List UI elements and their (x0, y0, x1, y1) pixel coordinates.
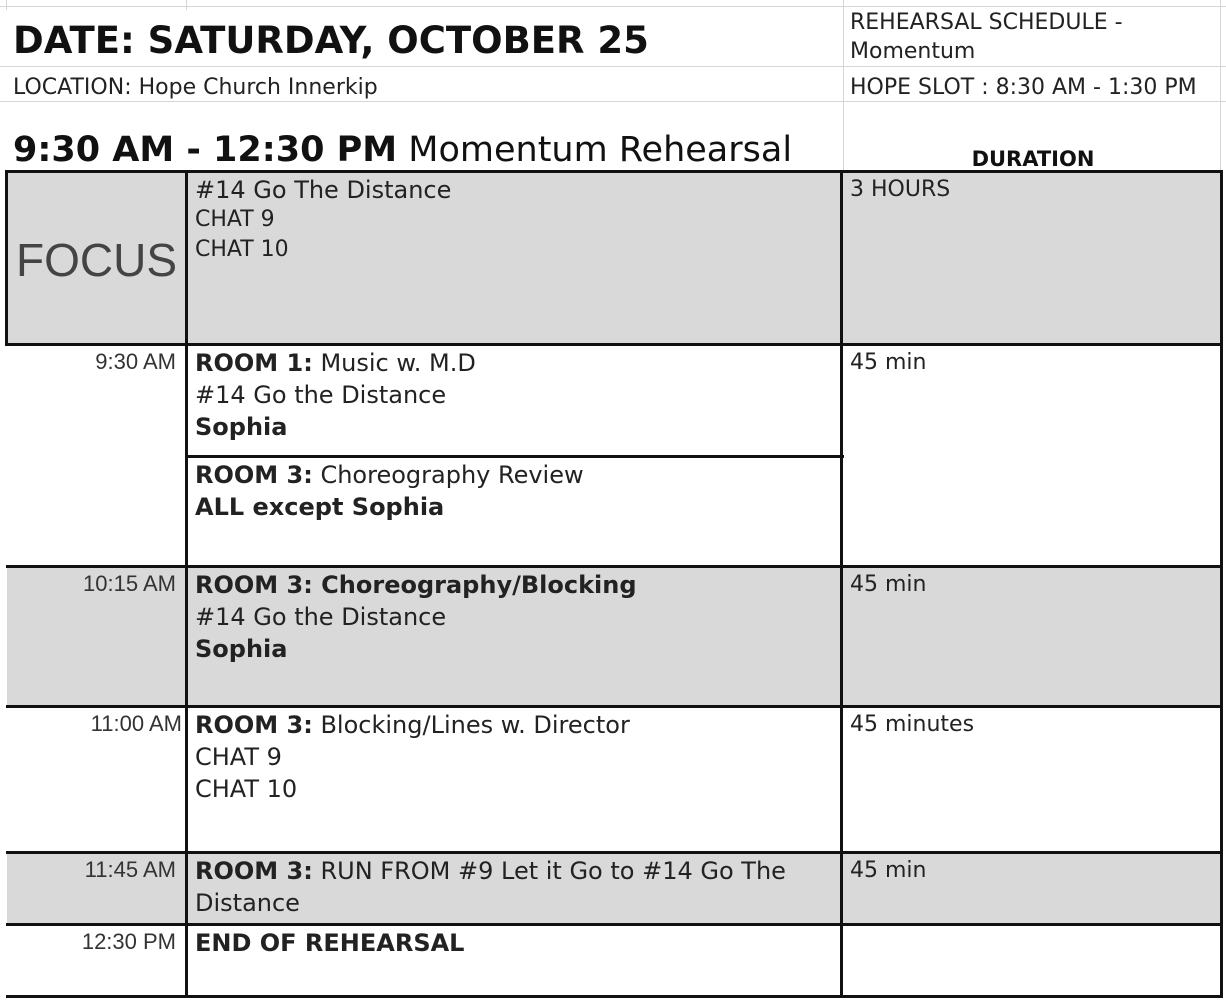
session-title: ROOM 3: Choreography/Blocking (195, 571, 637, 599)
session-room3-run (195, 855, 786, 919)
activity-label: Blocking/Lines w. Director (312, 711, 630, 739)
location-label: LOCATION: Hope Church Innerkip (13, 75, 378, 100)
duration-cell: 45 minutes (850, 712, 975, 737)
time-cell: 9:30 AM (95, 349, 176, 374)
activity-label: Choreography Review (312, 461, 584, 489)
room-label: ROOM 3: (195, 461, 313, 489)
room-label: ROOM 3: (195, 857, 313, 885)
session-detail: CHAT 10 (195, 775, 298, 803)
session-detail: #14 Go the Distance (195, 381, 447, 409)
session-title (195, 347, 476, 379)
activity-label: RUN FROM #9 Let it Go to #14 Go The (312, 857, 786, 885)
session-detail: CHAT 9 (195, 743, 282, 771)
session-detail: #14 Go the Distance (195, 603, 447, 631)
rehearsal-heading (13, 128, 792, 172)
schedule-title-line1: REHEARSAL SCHEDULE - (850, 10, 1123, 35)
activity-label: Music w. M.D (312, 349, 476, 377)
date-heading: DATE: SATURDAY, OCTOBER 25 (13, 19, 649, 62)
session-room3-choreo-review (195, 459, 584, 523)
session-title (195, 855, 786, 887)
duration-cell: 45 min (850, 350, 927, 375)
focus-item: CHAT 9 (195, 207, 275, 232)
focus-label: FOCUS (16, 234, 177, 286)
session-room3-blocking (195, 569, 637, 665)
session-cast: Sophia (195, 635, 288, 663)
schedule-title-line2: Momentum (850, 39, 976, 64)
focus-item: #14 Go The Distance (195, 176, 452, 204)
room-label: ROOM 1: (195, 349, 313, 377)
time-cell: 10:15 AM (83, 571, 176, 596)
duration-cell: 45 min (850, 858, 927, 883)
duration-header: DURATION (971, 147, 1095, 171)
session-room1-music (195, 347, 476, 443)
time-cell: 11:00 AM (90, 711, 182, 736)
session-title (195, 459, 584, 491)
focus-duration: 3 HOURS (850, 177, 951, 202)
session-detail: Distance (195, 889, 300, 917)
time-cell: 12:30 PM (81, 929, 176, 954)
time-cell: 11:45 AM (84, 857, 176, 882)
rehearsal-name: Momentum Rehearsal (397, 130, 793, 170)
room-label: ROOM 3: (195, 711, 313, 739)
rehearsal-time: 9:30 AM - 12:30 PM (13, 130, 398, 170)
session-room3-director (195, 709, 630, 805)
schedule-title (850, 8, 1123, 66)
hope-slot-label: HOPE SLOT : 8:30 AM - 1:30 PM (850, 75, 1197, 100)
session-cast: ALL except Sophia (195, 493, 445, 521)
end-of-rehearsal: END OF REHEARSAL (195, 929, 465, 957)
duration-cell: 45 min (850, 572, 927, 597)
focus-items (195, 175, 451, 265)
focus-item: CHAT 10 (195, 237, 289, 262)
session-title (195, 709, 630, 741)
session-cast: Sophia (195, 413, 288, 441)
